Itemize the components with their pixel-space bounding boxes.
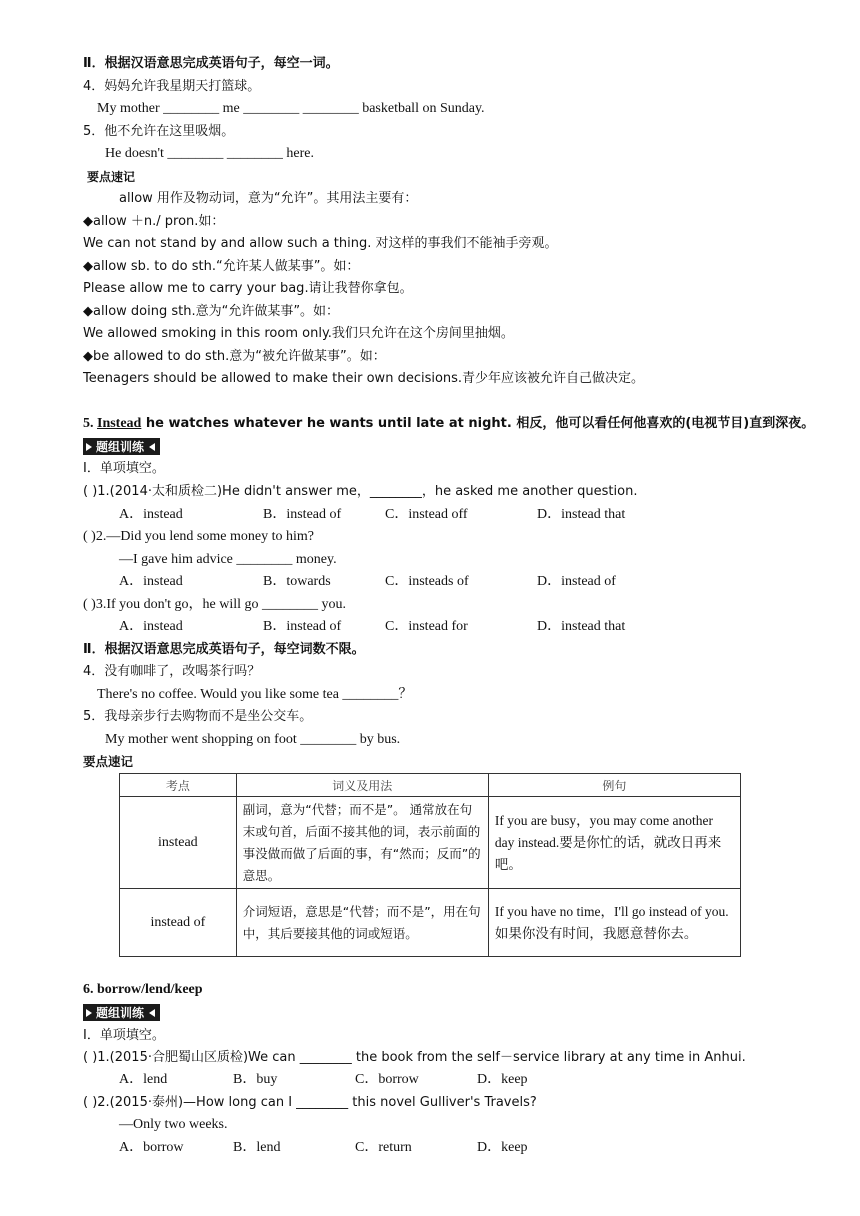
option-d: D．instead that bbox=[537, 507, 626, 522]
note-example-3: We allowed smoking in this room only.我们只允许在这个房间里抽烟。 bbox=[83, 326, 514, 341]
section-5-number: 5. bbox=[83, 416, 97, 431]
section-5-title bbox=[83, 414, 814, 434]
question-2: ( )2.—Did you lend some money to him? bbox=[83, 529, 314, 544]
triangle-right-icon bbox=[86, 1009, 92, 1017]
note-usage-4: ◆be allowed to do sth.意为“被允许做某事”。如： bbox=[83, 349, 386, 364]
note-usage-1: ◆allow ＋n./ pron.如： bbox=[83, 214, 225, 229]
question-2-reply: —I gave him advice ________ money. bbox=[119, 552, 337, 567]
table-header-example: 例句 bbox=[488, 774, 740, 797]
question-3: ( )3.If you don't go，he will go ________ you. bbox=[83, 597, 347, 612]
note-intro: allow 用作及物动词，意为“允许”。其用法主要有： bbox=[119, 191, 418, 206]
table-header-row bbox=[120, 774, 741, 797]
option-b: B．instead of bbox=[263, 507, 342, 522]
single-choice-heading: Ⅰ．单项填空。 bbox=[83, 461, 165, 476]
notes-title: 要点速记 bbox=[83, 754, 134, 769]
table-cell-example: If you are busy，you may come another day instead.要是你忙的话，就改日再来吧。 bbox=[488, 797, 740, 889]
table-header-usage: 词义及用法 bbox=[236, 774, 488, 797]
triangle-left-icon bbox=[149, 443, 155, 451]
option-d: D．instead of bbox=[537, 574, 616, 589]
table-cell-usage: 副词，意为“代替；而不是”。 通常放在句末或句首，后面不接其他的词，表示前面的事没做而做了后面的事，有“然而；反而”的意思。 bbox=[236, 797, 488, 889]
translation-heading: Ⅱ．根据汉语意思完成英语句子，每空词数不限。 bbox=[83, 642, 365, 657]
group-training-badge bbox=[83, 1004, 160, 1021]
option-c: C．return bbox=[355, 1140, 412, 1155]
single-choice-heading: Ⅰ．单项填空。 bbox=[83, 1028, 165, 1043]
section-5-keyword: Instead bbox=[97, 416, 142, 431]
option-b: B．towards bbox=[263, 574, 331, 589]
table-cell-example: If you have no time，I'll go instead of you.如果你没有时间，我愿意替你去。 bbox=[488, 889, 740, 957]
question-5-chinese: 5．我母亲步行去购物而不是坐公交车。 bbox=[83, 709, 313, 724]
question-1: ( )1.(2015·合肥蜀山区质检)We can ________ the book from the self－service library at any time in Anhui. bbox=[83, 1050, 746, 1065]
table-row bbox=[120, 889, 741, 957]
badge-label: 题组训练 bbox=[96, 1006, 145, 1020]
option-a: A．instead bbox=[119, 574, 183, 589]
option-c: C．instead off bbox=[385, 507, 468, 522]
group-training-badge bbox=[83, 438, 160, 455]
key-points-table bbox=[119, 773, 741, 957]
question-2: ( )2.(2015·泰州)—How long can I ________ this novel Gulliver's Travels? bbox=[83, 1095, 537, 1110]
option-c: C．borrow bbox=[355, 1072, 419, 1087]
option-a: A．borrow bbox=[119, 1140, 184, 1155]
option-a: A．instead bbox=[119, 619, 183, 634]
table-header-term: 考点 bbox=[120, 774, 237, 797]
question-4-chinese: 4．妈妈允许我星期天打篮球。 bbox=[83, 79, 261, 94]
option-a: A．instead bbox=[119, 507, 183, 522]
question-5-chinese: 5．他不允许在这里吸烟。 bbox=[83, 124, 235, 139]
notes-title: 要点速记 bbox=[87, 170, 136, 184]
note-usage-3: ◆allow doing sth.意为“允许做某事”。如： bbox=[83, 304, 340, 319]
question-4-chinese: 4．没有咖啡了，改喝茶行吗？ bbox=[83, 664, 261, 679]
note-example-1: We can not stand by and allow such a thing. 对这样的事我们不能袖手旁观。 bbox=[83, 236, 558, 251]
question-5-english: My mother went shopping on foot ________ by bus. bbox=[105, 732, 401, 747]
option-c: C．insteads of bbox=[385, 574, 469, 589]
triangle-left-icon bbox=[149, 1009, 155, 1017]
option-d: D．keep bbox=[477, 1140, 528, 1155]
table-cell-term: instead of bbox=[120, 889, 237, 957]
table-cell-term: instead bbox=[120, 797, 237, 889]
question-4-english: My mother ________ me ________ ________ basketball on Sunday. bbox=[97, 101, 485, 116]
note-example-2: Please allow me to carry your bag.请让我替你拿包。 bbox=[83, 281, 413, 296]
note-usage-2: ◆allow sb. to do sth.“允许某人做某事”。如： bbox=[83, 259, 360, 274]
option-c: C．instead for bbox=[385, 619, 468, 634]
option-d: D．keep bbox=[477, 1072, 528, 1087]
triangle-right-icon bbox=[86, 443, 92, 451]
option-d: D．instead that bbox=[537, 619, 626, 634]
question-2-reply: —Only two weeks. bbox=[119, 1117, 228, 1132]
option-b: B．instead of bbox=[263, 619, 342, 634]
option-b: B．buy bbox=[233, 1072, 278, 1087]
badge-label: 题组训练 bbox=[96, 440, 145, 454]
table-row bbox=[120, 797, 741, 889]
section-6-title: 6. borrow/lend/keep bbox=[83, 982, 203, 997]
option-b: B．lend bbox=[233, 1140, 281, 1155]
option-a: A．lend bbox=[119, 1072, 168, 1087]
section-heading: Ⅱ．根据汉语意思完成英语句子，每空一词。 bbox=[83, 56, 339, 71]
question-4-english: There's no coffee. Would you like some tea ________？ bbox=[97, 687, 413, 702]
question-1: ( )1.(2014·太和质检二)He didn't answer me，________，he asked me another question. bbox=[83, 484, 638, 499]
table-cell-usage: 介词短语，意思是“代替；而不是”，用在句中，其后要接其他的词或短语。 bbox=[236, 889, 488, 957]
note-example-4: Teenagers should be allowed to make their own decisions.青少年应该被允许自己做决定。 bbox=[83, 371, 645, 386]
section-5-sentence: he watches whatever he wants until late at night. 相反，他可以看任何他喜欢的(电视节目)直到深夜。 bbox=[141, 416, 815, 431]
question-5-english: He doesn't ________ ________ here. bbox=[105, 146, 314, 161]
